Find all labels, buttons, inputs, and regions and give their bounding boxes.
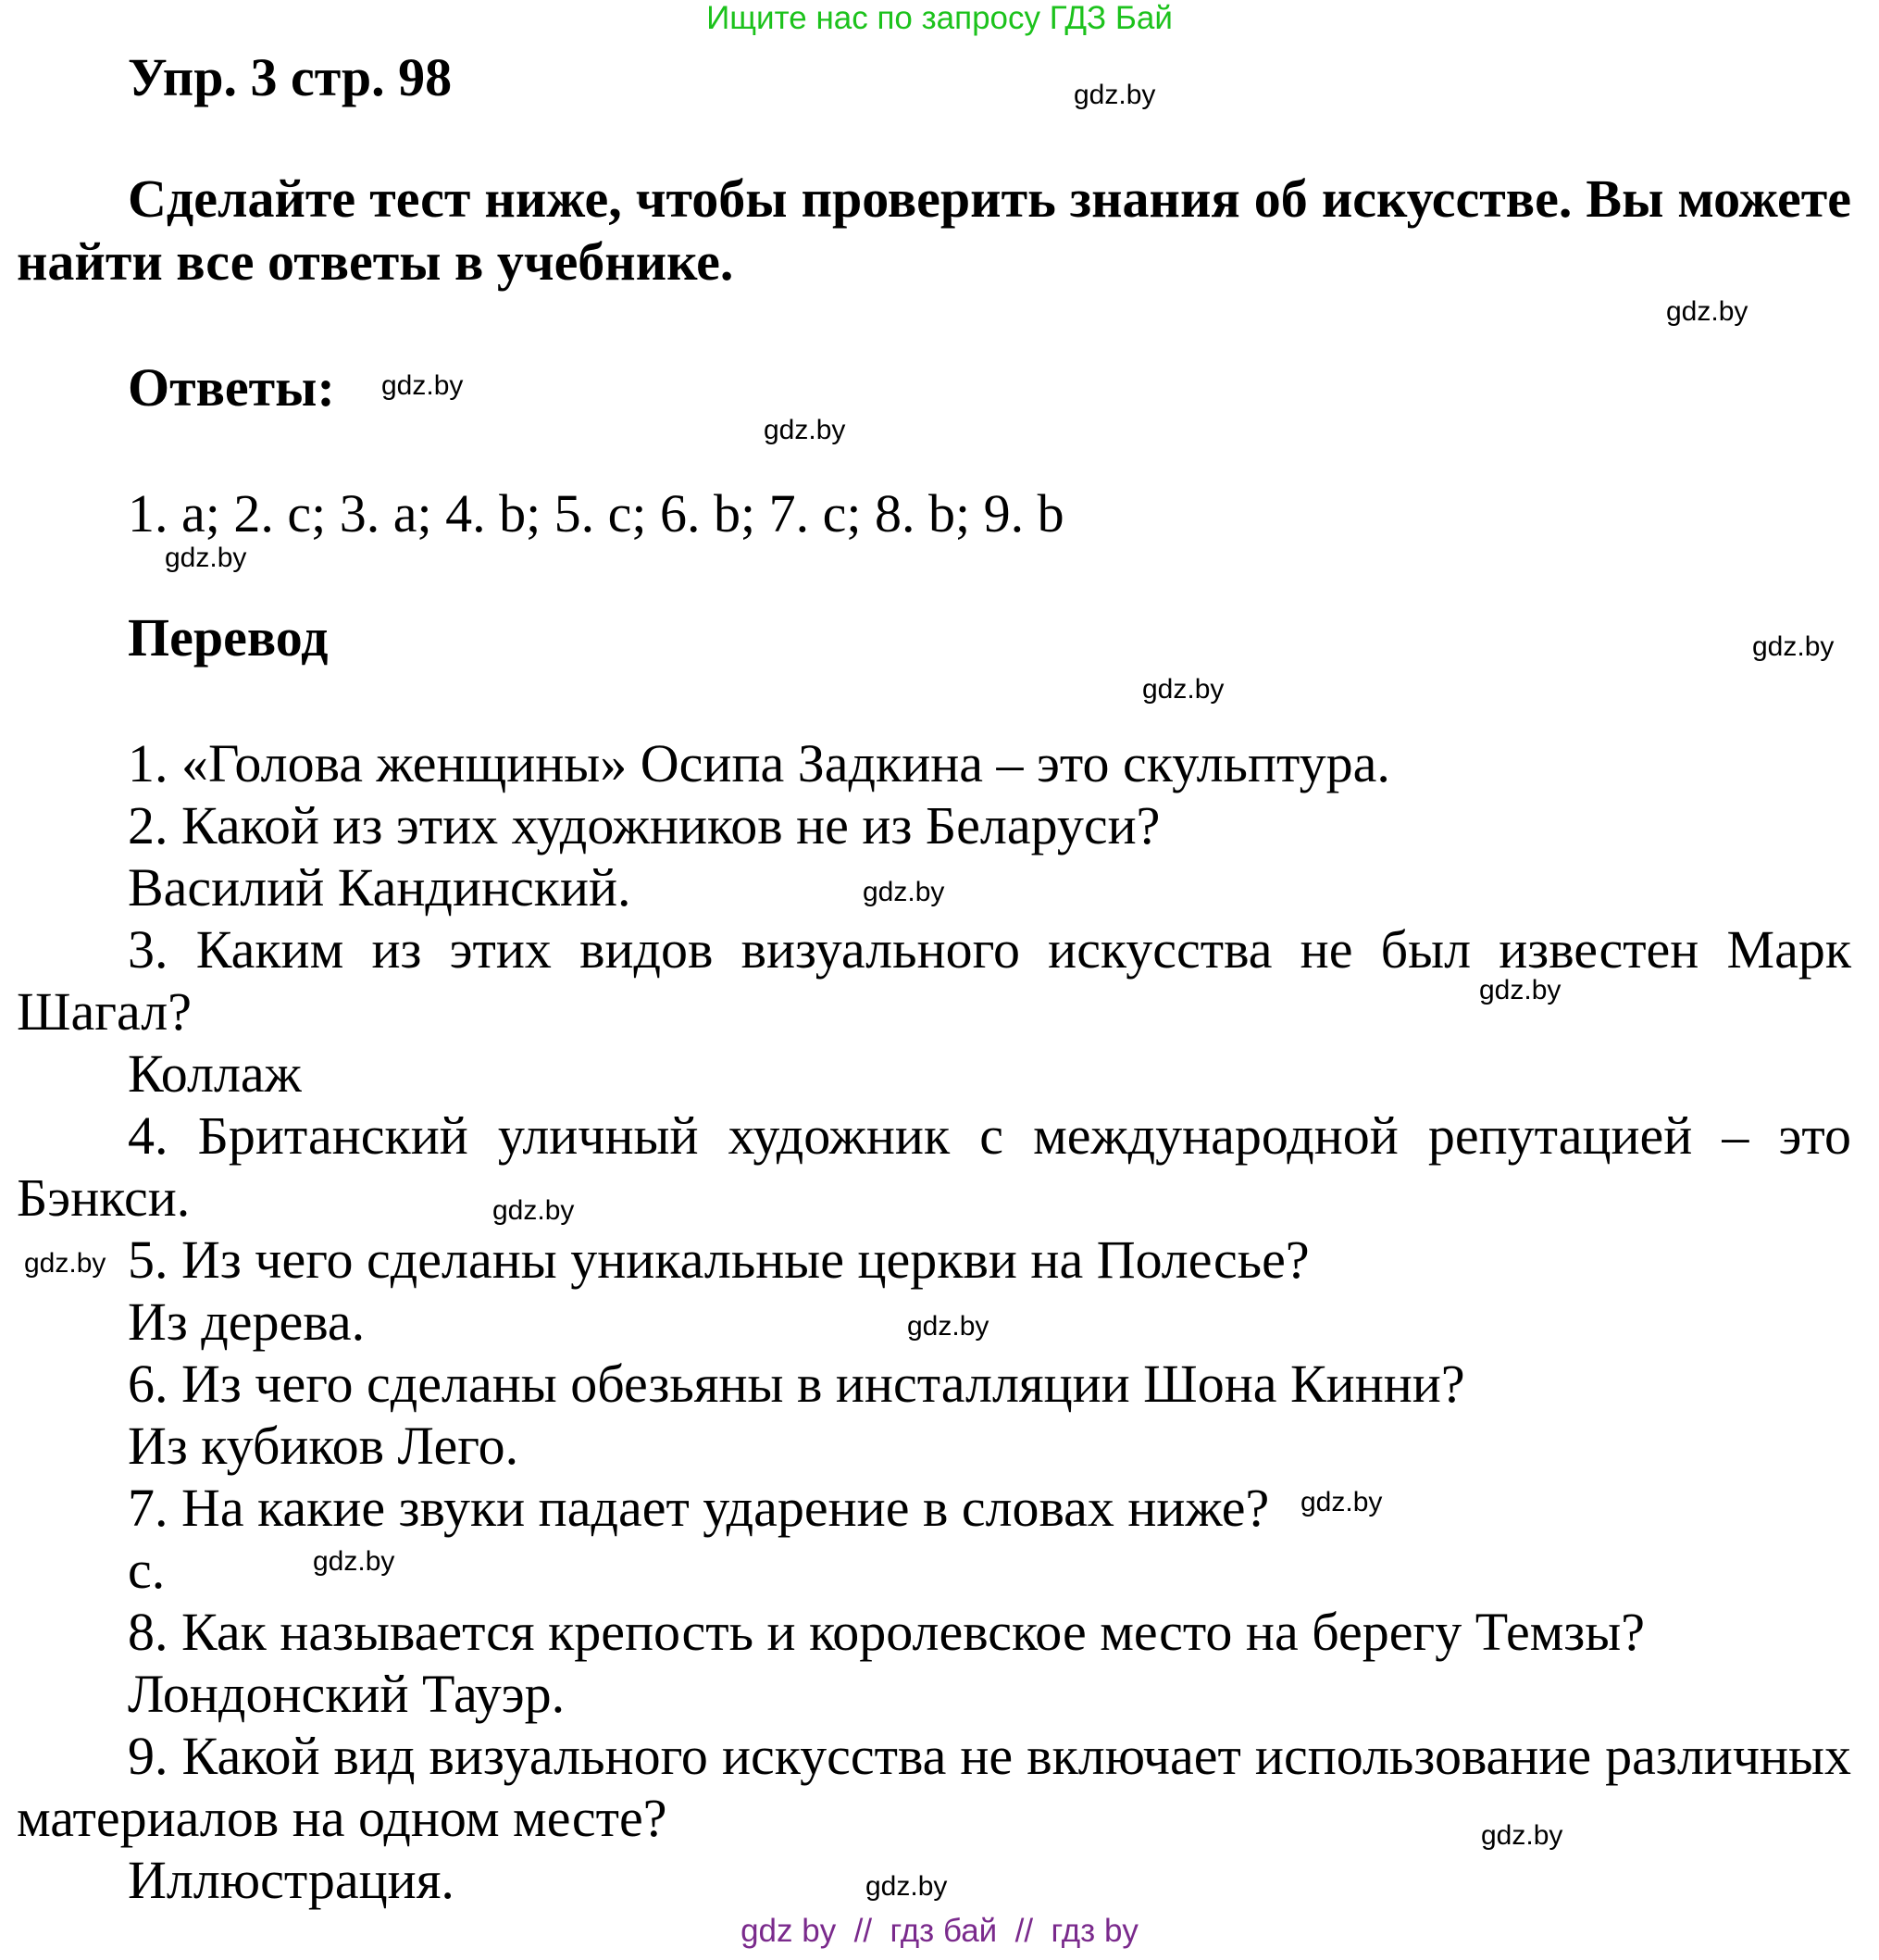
- watermark: gdz.by: [1142, 674, 1225, 705]
- watermark: gdz.by: [764, 415, 846, 445]
- task-line-1: Сделайте тест ниже, чтобы проверить знания об искусстве. Вы можете: [128, 169, 1851, 229]
- translation-q3-line-1: 3. Каким из этих видов визуального искусства не был известен Марк: [128, 919, 1851, 980]
- translation-a2: Василий Кандинский.: [128, 857, 631, 918]
- translation-a6: Из кубиков Лего.: [128, 1416, 519, 1476]
- watermark: gdz.by: [865, 1871, 948, 1902]
- translation-q4-line-2: Бэнкси.: [17, 1167, 191, 1228]
- watermark: gdz.by: [313, 1546, 395, 1577]
- translation-q3-line-2: Шагал?: [17, 981, 192, 1042]
- watermark: gdz.by: [1479, 975, 1562, 1005]
- watermark: gdz.by: [492, 1195, 575, 1226]
- translation-q9-line-2: материалов на одном месте?: [17, 1788, 667, 1848]
- translation-q4-line-1: 4. Британский уличный художник с международной репутацией – это: [128, 1105, 1851, 1166]
- watermark: gdz.by: [1752, 631, 1835, 662]
- translation-a9: Иллюстрация.: [128, 1850, 454, 1910]
- translation-a8: Лондонский Тауэр.: [128, 1664, 566, 1724]
- watermark: gdz.by: [1666, 296, 1748, 327]
- translation-a3: Коллаж: [128, 1043, 302, 1104]
- watermark: gdz.by: [907, 1311, 989, 1342]
- answers-text: 1. a; 2. c; 3. a; 4. b; 5. c; 6. b; 7. c; 8. b; 9. b: [128, 483, 1064, 543]
- translation-heading: Перевод: [128, 607, 329, 668]
- translation-q1: 1. «Голова женщины» Осипа Задкина – это скульптура.: [128, 733, 1390, 793]
- watermark: gdz.by: [165, 543, 247, 573]
- translation-a7: c.: [128, 1540, 166, 1600]
- watermark: gdz.by: [1074, 80, 1156, 110]
- translation-q9-line-1: 9. Какой вид визуального искусства не включает использование различных: [128, 1726, 1851, 1786]
- task-line-2: найти все ответы в учебнике.: [17, 231, 734, 292]
- translation-q8: 8. Как называется крепость и королевское место на берегу Темзы?: [128, 1602, 1646, 1662]
- watermark: gdz.by: [381, 370, 464, 401]
- translation-a5: Из дерева.: [128, 1292, 366, 1352]
- translation-q2: 2. Какой из этих художников не из Беларуси?: [128, 795, 1161, 855]
- top-banner[interactable]: Ищите нас по запросу ГДЗ Бай: [706, 0, 1173, 36]
- watermark: gdz.by: [1300, 1487, 1383, 1517]
- watermark: gdz.by: [1481, 1820, 1563, 1851]
- answers-heading: Ответы:: [128, 357, 335, 418]
- watermark: gdz.by: [24, 1248, 106, 1279]
- exercise-title: Упр. 3 стр. 98: [128, 47, 453, 107]
- translation-q7: 7. На какие звуки падает ударение в словах ниже?: [128, 1478, 1270, 1538]
- bottom-banner[interactable]: gdz by // гдз бай // гдз by: [740, 1913, 1139, 1949]
- translation-q5: 5. Из чего сделаны уникальные церкви на Полесье?: [128, 1230, 1310, 1290]
- watermark: gdz.by: [863, 877, 945, 907]
- translation-q6: 6. Из чего сделаны обезьяны в инсталляции Шона Кинни?: [128, 1354, 1465, 1414]
